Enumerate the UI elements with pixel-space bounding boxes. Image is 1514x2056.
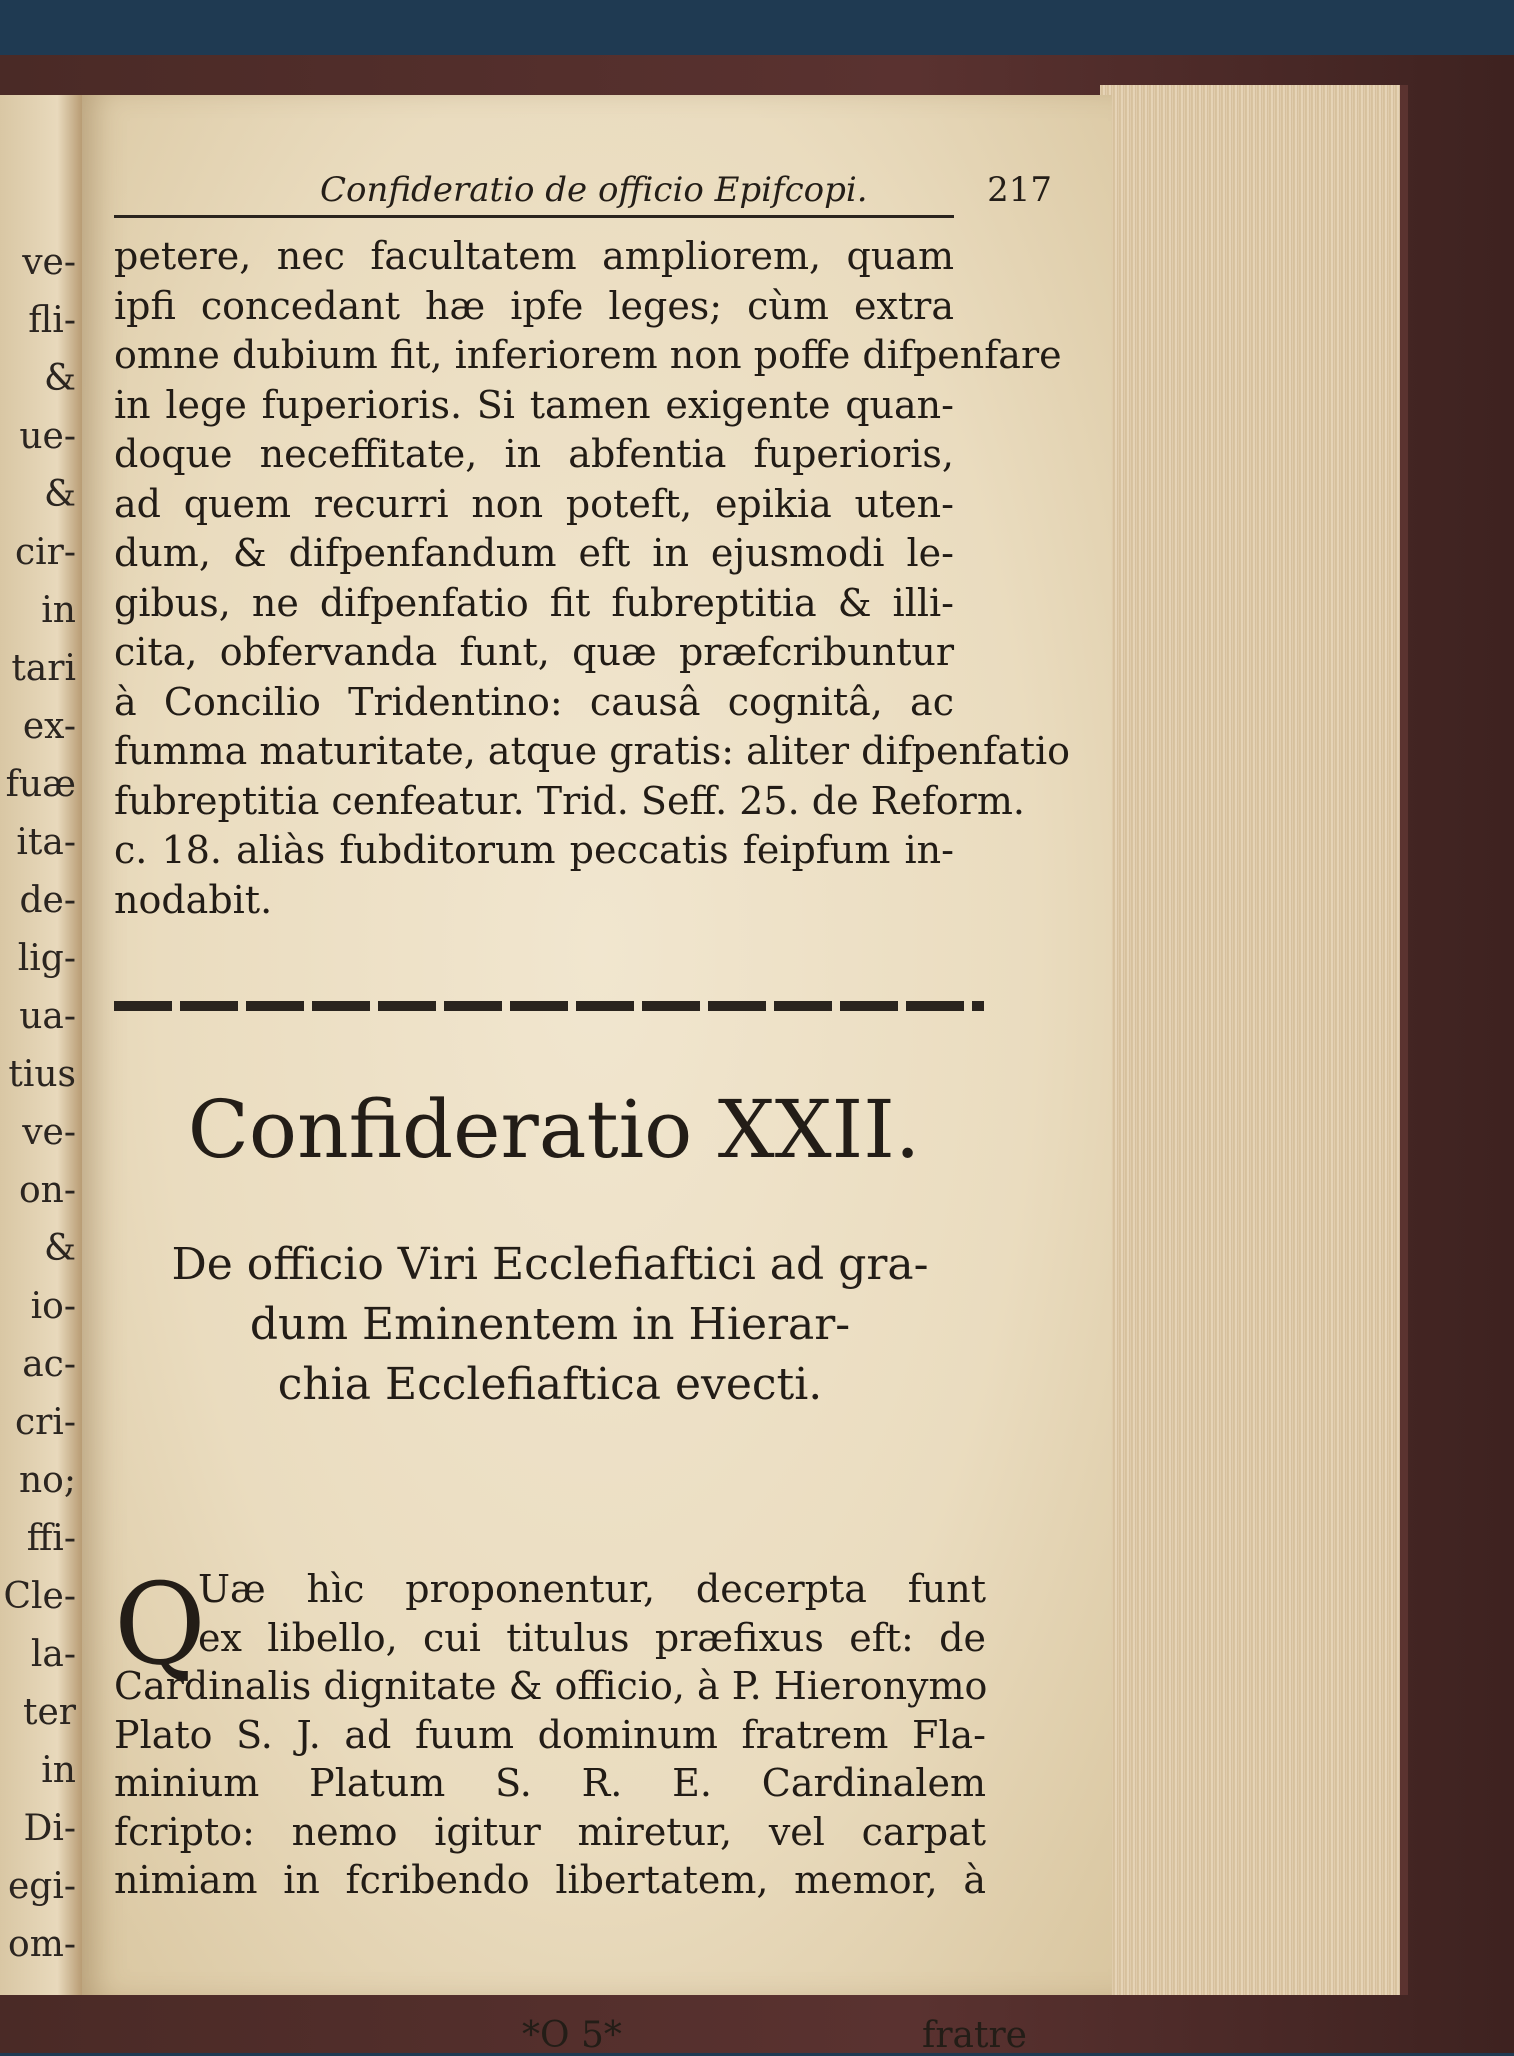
left-page-fragment: on-	[18, 1170, 76, 1211]
left-page-fragment: tius	[8, 1054, 76, 1095]
left-page-fragment: in	[41, 590, 76, 631]
left-page-fragment: fli-	[28, 300, 76, 341]
left-page-fragment: io-	[30, 1286, 76, 1327]
left-page-fragment: no;	[19, 1460, 76, 1501]
left-page-fragment: &	[43, 474, 76, 515]
left-page-fragment: om-	[8, 1924, 76, 1965]
text-line: ad quem recurri non poteft, epikia uten-	[114, 481, 954, 526]
text-line: à Concilio Tridentino: causâ cognitâ, ac	[114, 679, 954, 724]
text-line: fumma maturitate, atque gratis: aliter difpenfatio	[114, 729, 1070, 773]
left-page-fragment: ve-	[22, 1112, 76, 1153]
left-page-fragment: lig-	[17, 938, 76, 979]
text-line: Uæ hìc proponentur, decerpta funt	[198, 1567, 986, 1611]
left-page-fragment: &	[43, 358, 76, 399]
subtitle-line: chia Ecclefiaftica evecti.	[277, 1359, 823, 1410]
left-page-fragment: in	[41, 1750, 76, 1791]
left-page-fragment: ter	[23, 1692, 76, 1733]
body-text	[114, 232, 1070, 925]
drop-cap: Q	[114, 1560, 206, 1690]
header-rule	[114, 215, 954, 218]
text-line: ex libello, cui titulus præfixus eft: de	[198, 1615, 986, 1660]
text-line: petere, nec facultatem ampliorem, quam	[114, 234, 954, 278]
text-line: omne dubium fit, inferiorem non poffe difpenfare	[114, 333, 1062, 377]
book-page	[82, 95, 1112, 2056]
text-line: c. 18. aliàs fubditorum peccatis feipfum in-	[114, 828, 954, 872]
subtitle-line: dum Eminentem in Hierar-	[249, 1299, 851, 1350]
page-number: 217	[987, 170, 1052, 210]
left-page-fragment: la-	[30, 1634, 76, 1675]
left-page-fragment: ita-	[16, 822, 76, 863]
left-page-fragment: ac-	[22, 1344, 76, 1385]
catchword: fratre	[922, 2015, 1027, 2056]
text-line: Plato S. J. ad fuum dominum fratrem Fla-	[114, 1712, 986, 1757]
text-line: dum, & difpenfandum eft in ejusmodi le-	[114, 531, 954, 575]
subtitle-line: De officio Viri Ecclefiaftici ad gra-	[171, 1239, 929, 1290]
left-page-fragment: fuæ	[5, 764, 76, 805]
left-page-fragment: tari	[11, 648, 76, 689]
left-page-fragment: de-	[19, 880, 76, 921]
text-line: minium Platum S. R. E. Cardinalem	[114, 1761, 986, 1805]
text-line: cita, obfervanda funt, quæ præfcribuntur	[114, 630, 954, 674]
opening-paragraph	[114, 1560, 988, 1905]
left-page-fragment: ffi-	[26, 1518, 76, 1559]
section-separator	[114, 1001, 984, 1011]
chapter-title: Confideratio XXII.	[187, 1083, 921, 1176]
left-page-fragment: ve-	[22, 242, 76, 283]
left-page-fragment: cri-	[14, 1402, 76, 1443]
text-line: nodabit.	[114, 877, 273, 922]
left-page-fragment: ex-	[22, 706, 76, 747]
left-page-fragment: &	[43, 1228, 76, 1269]
text-line: doque neceffitate, in abfentia fuperioris,	[114, 432, 954, 476]
left-page-fragment: ue-	[19, 416, 76, 457]
running-head: Confideratio de officio Epifcopi.	[320, 170, 868, 210]
text-line: Cardinalis dignitate & officio, à P. Hieronymo	[114, 1664, 988, 1708]
chapter-subtitle	[114, 1235, 986, 1415]
left-page-fragment: cir-	[14, 532, 76, 573]
page-stack-edge	[1100, 85, 1408, 1995]
left-page-fragment: Cle-	[3, 1576, 76, 1617]
text-line: nimiam in fcribendo libertatem, memor, à	[114, 1858, 986, 1902]
text-line: ipfi concedant hæ ipfe leges; cùm extra	[114, 283, 954, 328]
text-line: in lege fuperioris. Si tamen exigente quan-	[114, 382, 954, 427]
page-header	[242, 170, 1062, 230]
left-page-fragment: Di-	[23, 1808, 76, 1849]
text-line: fubreptitia cenfeatur. Trid. Seff. 25. de Reform.	[114, 778, 1025, 823]
text-line: gibus, ne difpenfatio fit fubreptitia & illi-	[114, 580, 954, 625]
text-line: fcripto: nemo igitur miretur, vel carpat	[114, 1809, 986, 1854]
left-page-fragment: egi-	[7, 1866, 76, 1907]
previous-page-edge	[0, 95, 82, 1995]
left-page-fragment: ua-	[19, 996, 76, 1037]
signature-mark: *O 5*	[522, 2015, 622, 2056]
